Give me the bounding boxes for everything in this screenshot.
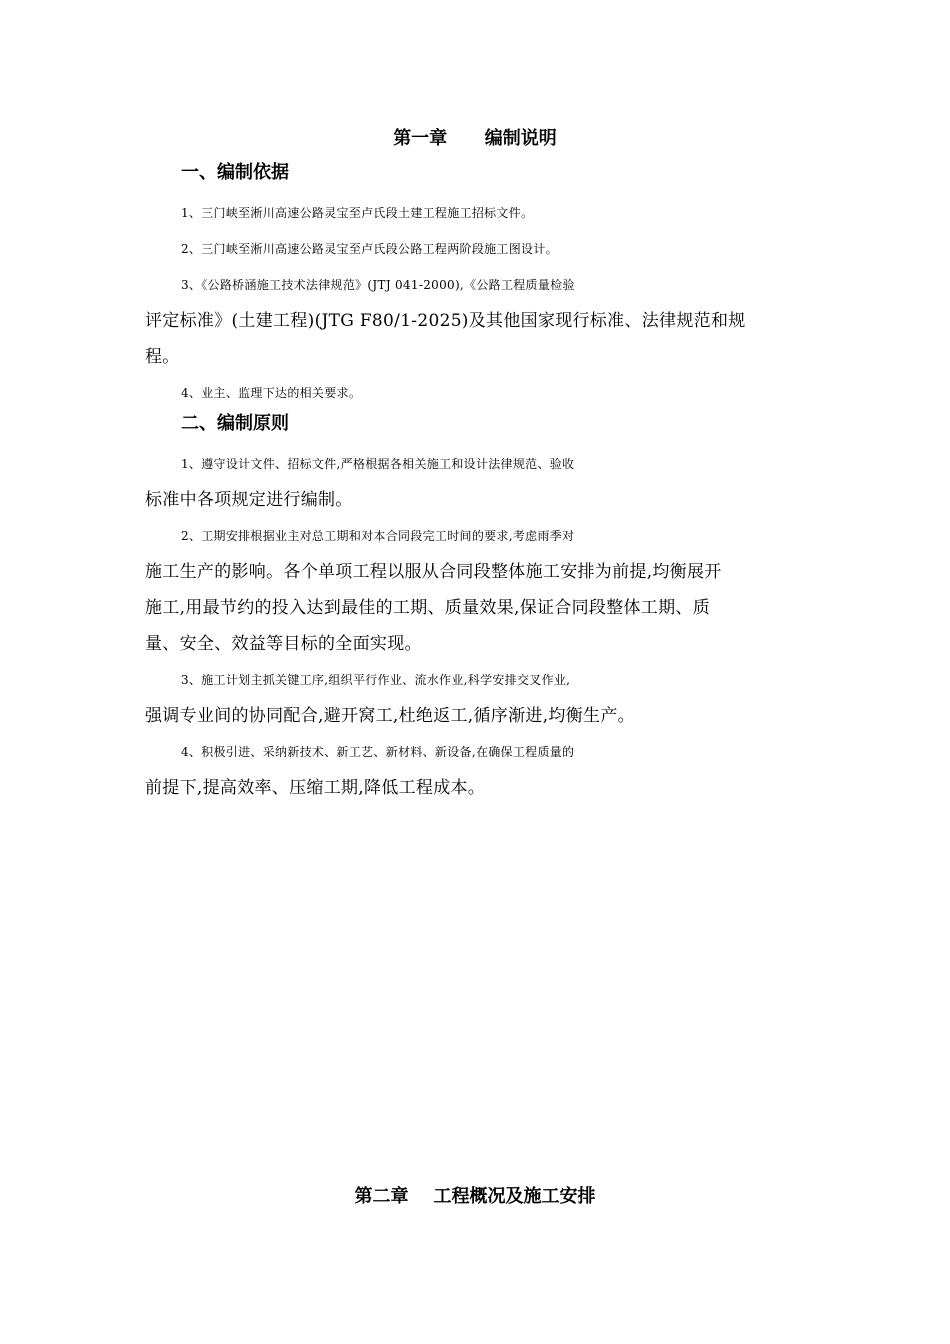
paragraph-principle-2 bbox=[145, 518, 805, 662]
paragraph-line: 前提下,提高效率、压缩工期,降低工程成本。 bbox=[145, 778, 486, 798]
paragraph-line: 施工,用最节约的投入达到最佳的工期、质量效果,保证合同段整体工期、质 bbox=[145, 598, 711, 618]
paragraph-line: 1、遵守设计文件、招标文件,严格根据各相关施工和设计法律规范、验收 bbox=[181, 457, 575, 471]
paragraph-principle-1 bbox=[145, 446, 805, 518]
chapter-1-body bbox=[145, 160, 805, 806]
paragraph-basis-3 bbox=[145, 267, 805, 375]
chapter-1-title: 第一章 编制说明 bbox=[393, 128, 557, 149]
section-heading-principles: 二、编制原则 bbox=[181, 413, 289, 434]
paragraph-basis-2 bbox=[145, 231, 805, 267]
paragraph-line: 2、三门峡至淅川高速公路灵宝至卢氏段公路工程两阶段施工图设计。 bbox=[181, 242, 558, 256]
paragraph-line: 量、安全、效益等目标的全面实现。 bbox=[145, 634, 422, 654]
paragraph-line: 强调专业间的协同配合,避开窝工,杜绝返工,循序渐进,均衡生产。 bbox=[145, 706, 635, 726]
paragraph-line: 4、积极引进、采纳新技术、新工艺、新材料、新设备,在确保工程质量的 bbox=[181, 745, 575, 759]
chapter-2-title: 第二章 工程概况及施工安排 bbox=[354, 1186, 596, 1207]
paragraph-basis-1 bbox=[145, 195, 805, 231]
section-principles bbox=[145, 411, 805, 806]
paragraph-line: 3、《公路桥涵施工技术法律规范》(JTJ 041-2000),《公路工程质量检验 bbox=[181, 278, 575, 292]
paragraph-line: 1、三门峡至淅川高速公路灵宝至卢氏段土建工程施工招标文件。 bbox=[181, 206, 534, 220]
paragraph-principle-4 bbox=[145, 734, 805, 806]
paragraph-principle-3 bbox=[145, 662, 805, 734]
paragraph-basis-4 bbox=[145, 375, 805, 411]
paragraph-line: 3、施工计划主抓关键工序,组织平行作业、流水作业,科学安排交叉作业, bbox=[181, 673, 571, 687]
paragraph-line: 程。 bbox=[145, 347, 180, 367]
section-basis bbox=[145, 160, 805, 411]
paragraph-line: 4、业主、监理下达的相关要求。 bbox=[181, 386, 362, 400]
paragraph-line: 施工生产的影响。各个单项工程以服从合同段整体施工安排为前提,均衡展开 bbox=[145, 562, 722, 582]
paragraph-line: 标准中各项规定进行编制。 bbox=[145, 490, 353, 510]
paragraph-line: 2、工期安排根据业主对总工期和对本合同段完工时间的要求,考虑雨季对 bbox=[181, 529, 575, 543]
section-heading-basis: 一、编制依据 bbox=[181, 162, 289, 183]
paragraph-line: 评定标准》(土建工程)(JTG F80/1-2025)及其他国家现行标准、法律规范和规 bbox=[145, 311, 746, 331]
